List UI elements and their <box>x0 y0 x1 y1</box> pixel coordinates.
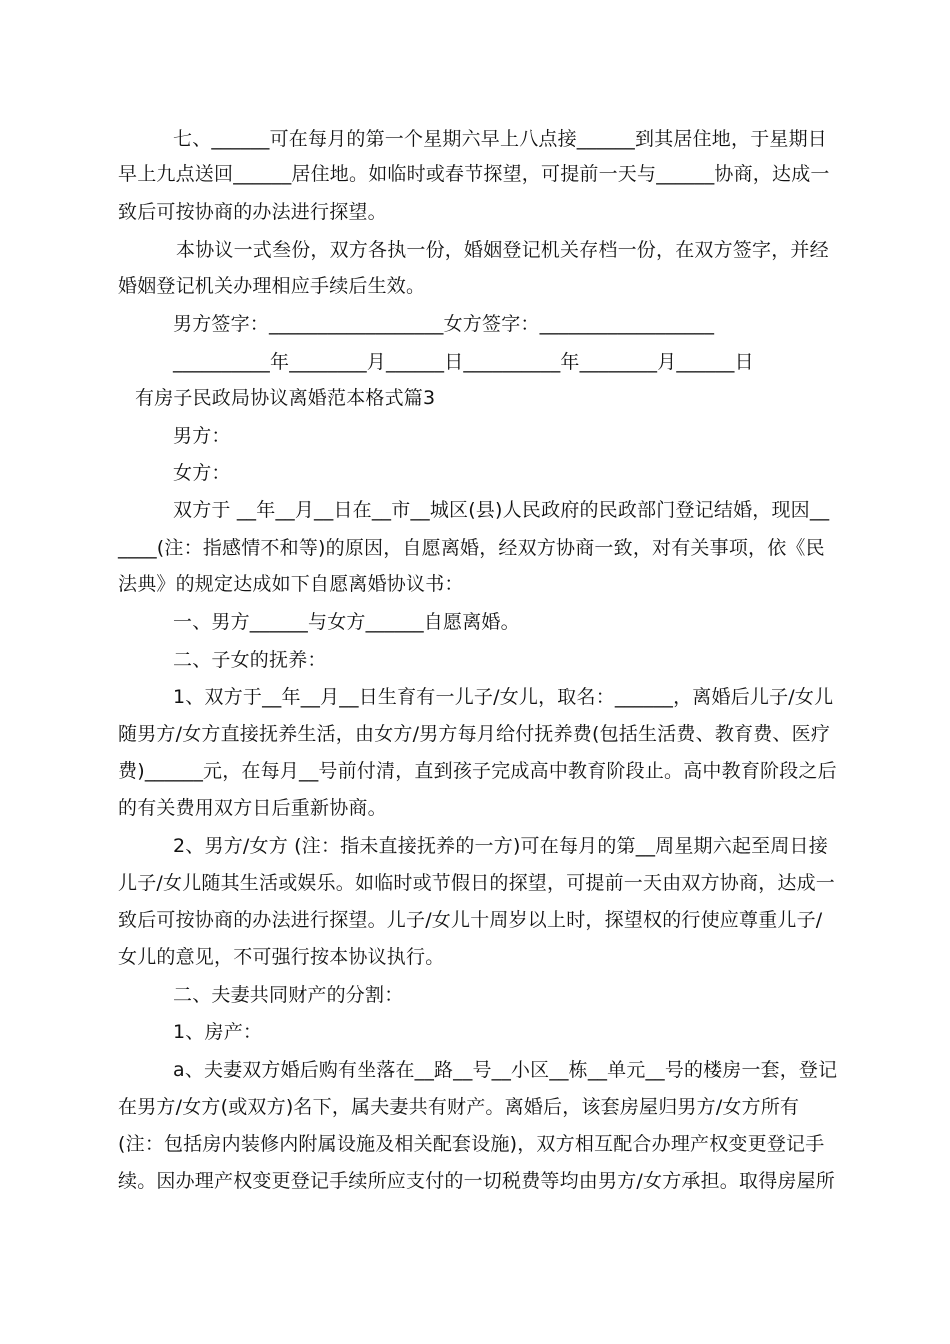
text-line: 致后可按协商的办法进行探望。儿子/女儿十周岁以上时，探望权的行使应尊重儿子/ <box>118 909 823 931</box>
text-line: 儿子/女儿随其生活或娱乐。如临时或节假日的探望，可提前一天由双方协商，达成一 <box>118 872 836 894</box>
text-line: 随男方/女方直接抚养生活，由女方/男方每月给付抚养费(包括生活费、教育费、医疗 <box>118 723 831 745</box>
text-line: 在男方/女方(或双方)名下，属夫妻共有财产。离婚后，该套房屋归男方/女方所有 <box>118 1096 800 1118</box>
date-line: __________年________月______日__________年________月______日 <box>173 351 754 373</box>
text-line: 费)______元，在每月__号前付清，直到孩子完成高中教育阶段止。高中教育阶段之后 <box>118 760 837 782</box>
text-line: 二、夫妻共同财产的分割： <box>173 984 404 1006</box>
text-line: 本协议一式叁份，双方各执一份，婚姻登记机关存档一份，在双方签字，并经 <box>176 239 829 261</box>
signature-line: 男方签字：__________________女方签字：__________________ <box>173 313 715 335</box>
text-line: 的有关费用双方日后重新协商。 <box>118 797 387 819</box>
text-line: 2、男方/女方 (注：指未直接抚养的一方)可在每月的第__周星期六起至周日接 <box>173 835 828 857</box>
text-line: (注：包括房内装修内附属设施及相关配套设施)，双方相互配合办理产权变更登记手 <box>118 1133 825 1155</box>
text-line: a、夫妻双方婚后购有坐落在__路__号__小区__栋__单元__号的楼房一套，登记 <box>173 1059 838 1081</box>
text-line: 法典》的规定达成如下自愿离婚协议书： <box>118 573 464 595</box>
text-line: 一、男方______与女方______自愿离婚。 <box>173 611 520 633</box>
text-line: 男方： <box>173 425 231 447</box>
text-line: 婚姻登记机关办理相应手续后生效。 <box>118 275 426 297</box>
section-heading: 有房子民政局协议离婚范本格式篇3 <box>135 387 436 409</box>
text-line: ____(注：指感情不和等)的原因，自愿离婚，经双方协商一致，对有关事项，依《民 <box>118 537 825 559</box>
text-line: 续。因办理产权变更登记手续所应支付的一切税费等均由男方/女方承担。取得房屋所 <box>118 1170 836 1192</box>
text-line: 七、______可在每月的第一个星期六早上八点接______到其居住地，于星期日 <box>173 128 828 150</box>
text-line: 女儿的意见，不可强行按本协议执行。 <box>118 946 445 968</box>
text-line: 二、子女的抚养： <box>173 649 327 671</box>
text-line: 1、房产： <box>173 1021 263 1043</box>
text-line: 1、双方于__年__月__日生育有一儿子/女儿，取名：______，离婚后儿子/女儿 <box>173 686 834 708</box>
text-line: 致后可按协商的办法进行探望。 <box>118 201 387 223</box>
text-line: 早上九点送回______居住地。如临时或春节探望，可提前一天与______协商，达成一 <box>118 163 830 185</box>
text-line: 女方： <box>173 462 231 484</box>
text-line: 双方于 __年__月__日在__市__城区(县)人民政府的民政部门登记结婚，现因__ <box>173 499 830 521</box>
